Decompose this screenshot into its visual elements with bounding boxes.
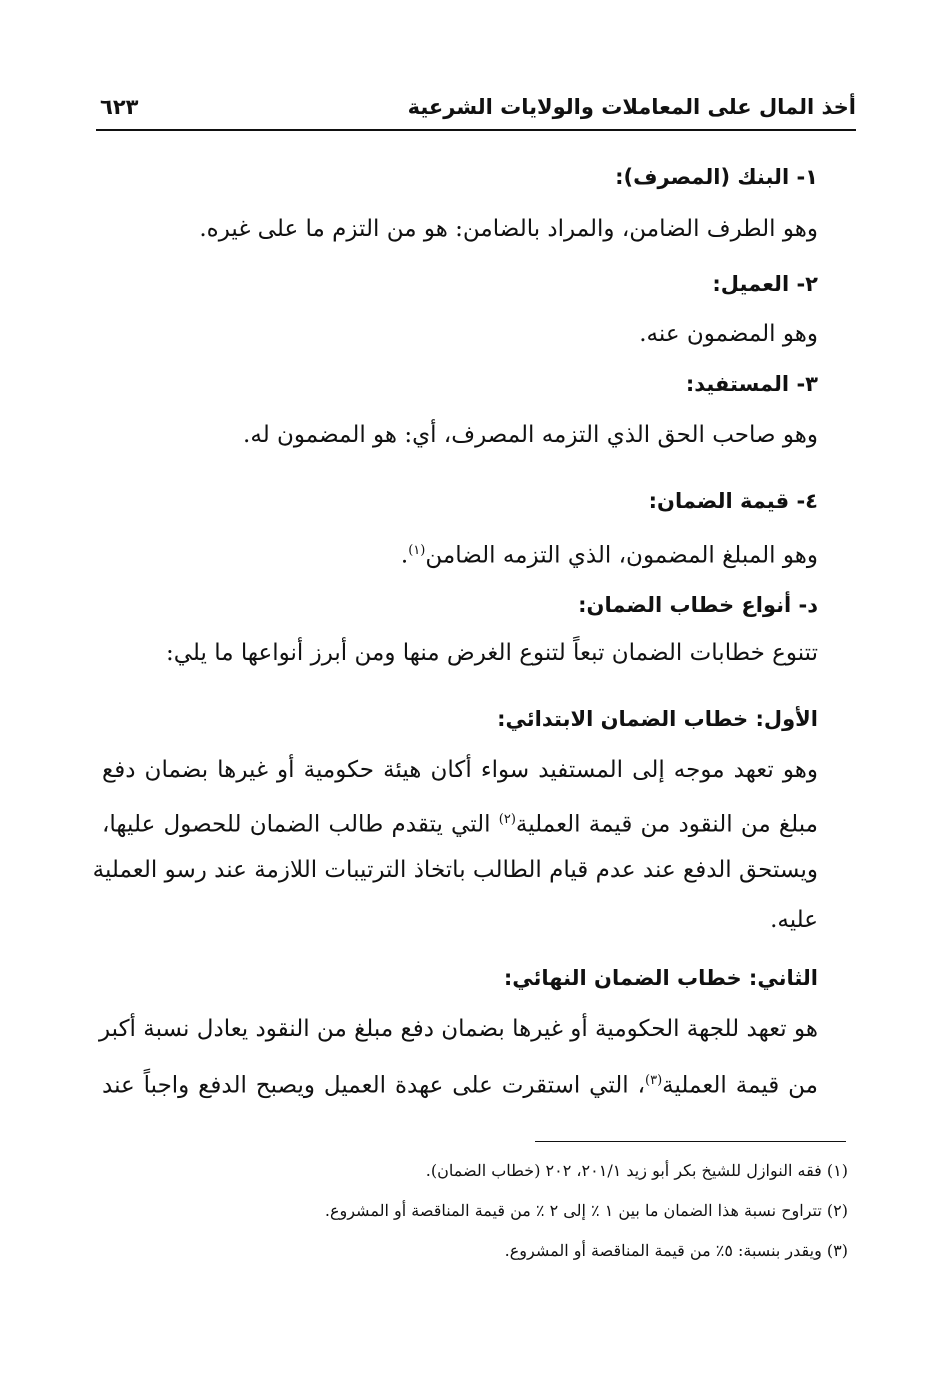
paragraph-beneficiary: وهو صاحب الحق الذي التزمه المصرف، أي: هو المضمون له. — [243, 422, 818, 448]
footnote-ref-3: (٣) — [645, 1073, 663, 1088]
paragraph-client: وهو المضمون عنه. — [639, 321, 818, 347]
page-number: ٦٢٣ — [100, 95, 139, 119]
text-run: مبلغ من النقود من قيمة العملية — [515, 811, 818, 838]
heading-guarantee-value: ٤- قيمة الضمان: — [648, 489, 818, 513]
text-run: . — [400, 542, 409, 569]
footnote-2: (٢) تتراوح نسبة هذا الضمان ما بين ١ ٪ إلى ٢ ٪ من قيمة المناقصة أو المشروع. — [324, 1201, 848, 1220]
text-run: ، التي استقرت على عهدة العميل ويصبح الدفع واجباً عند — [102, 1072, 645, 1099]
heading-final-guarantee: الثاني: خطاب الضمان النهائي: — [503, 966, 818, 990]
running-header-title: أخذ المال على المعاملات والولايات الشرعية — [407, 95, 856, 119]
heading-initial-guarantee: الأول: خطاب الضمان الابتدائي: — [497, 707, 818, 731]
paragraph-guarantee-types: تتنوع خطابات الضمان تبعاً لتنوع الغرض منها ومن أبرز أنواعها ما يلي: — [166, 640, 818, 666]
paragraph-initial-line-2 — [102, 803, 818, 842]
heading-client: ٢- العميل: — [712, 272, 818, 296]
footnote-separator — [535, 1141, 846, 1142]
footnote-3: (٣) ويقدر بنسبة: ٥٪ من قيمة المناقصة أو المشروع. — [504, 1241, 848, 1260]
text-run: التي يتقدم طالب الضمان للحصول عليها، — [102, 811, 499, 838]
paragraph-final-line-1: هو تعهد للجهة الحكومية أو غيرها بضمان دفع مبلغ من النقود يعادل نسبة أكبر — [98, 1016, 818, 1042]
header-rule — [96, 129, 856, 131]
heading-beneficiary: ٣- المستفيد: — [685, 372, 818, 396]
text-run: من قيمة العملية — [662, 1072, 818, 1099]
paragraph-bank: وهو الطرف الضامن، والمراد بالضامن: هو من التزم ما على غيره. — [199, 216, 818, 242]
paragraph-initial-line-3: ويستحق الدفع عند عدم قيام الطالب باتخاذ الترتيبات اللازمة عند رسو العملية — [92, 857, 818, 883]
heading-bank: ١- البنك (المصرف): — [615, 165, 818, 189]
footnote-ref-1: (١) — [408, 543, 426, 558]
paragraph-initial-line-4: عليه. — [770, 907, 818, 933]
paragraph-final-line-2 — [102, 1064, 818, 1103]
footnote-ref-2: (٢) — [498, 812, 516, 827]
text-run: وهو المبلغ المضمون، الذي التزمه الضامن — [425, 542, 818, 569]
heading-guarantee-types: د- أنواع خطاب الضمان: — [578, 593, 818, 617]
footnote-1: (١) فقه النوازل للشيخ بكر أبو زيد ٢٠١/١، ٢٠٢ (خطاب الضمان). — [425, 1161, 848, 1180]
paragraph-initial-line-1: وهو تعهد موجه إلى المستفيد سواء أكان هيئة حكومية أو غيرها بضمان دفع — [102, 757, 818, 783]
paragraph-guarantee-value — [401, 534, 818, 573]
